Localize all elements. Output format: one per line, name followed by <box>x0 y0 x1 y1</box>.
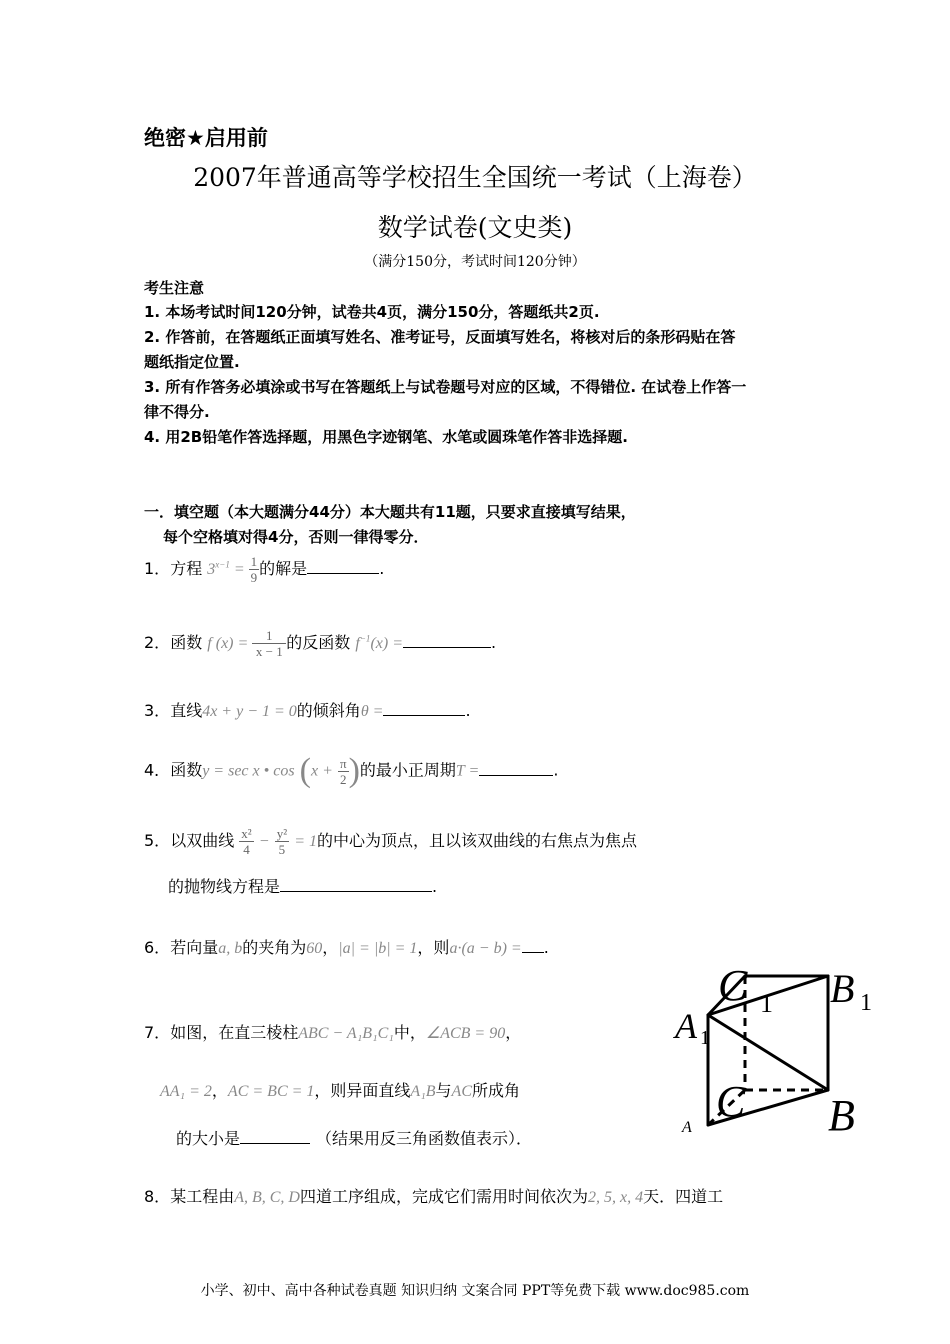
time-note: （满分150分，考试时间120分钟） <box>364 254 586 270</box>
section-heading-line2: 每个空格填对得4分，否则一律得零分． <box>163 528 429 546</box>
label-c1: C <box>718 961 748 1010</box>
question-5: 5．以双曲线 $\frac{\text{x²}}{4}$ − $\frac{\text{y²}}{5}$ = 1的中心为顶点，且以该双曲线的右焦点为焦点 <box>144 826 637 857</box>
question-1: 1．方程 $3^{x-1}$ = $\frac{1}{9}$ 的解是 . <box>144 554 385 585</box>
secret-label: 绝密★启用前 <box>144 126 268 150</box>
answer-blank <box>403 633 491 648</box>
answer-blank <box>383 701 465 716</box>
question-5-line2: 的抛物线方程是 . <box>168 877 438 896</box>
label-c1-sub: 1 <box>760 989 773 1018</box>
footer-text: 小学、初中、高中各种试卷真题 知识归纳 文案合同 PPT等免费下载 www.doc985.com <box>200 1283 750 1299</box>
exam-subtitle: 数学试卷(文史类) <box>377 213 573 242</box>
answer-blank <box>522 938 544 953</box>
label-b: B <box>828 1091 855 1140</box>
question-7: 7．如图，在直三棱柱ABC − A₁B₁C₁中，∠ACB = 90， <box>144 1023 522 1042</box>
exam-title: 2007年普通高等学校招生全国统一考试（上海卷） <box>193 163 757 192</box>
label-c: C <box>716 1077 746 1126</box>
answer-blank <box>307 559 379 574</box>
question-2: 2．函数 f (x) = $\frac{1}{x - 1}$ 的反函数 $f^{-1}(x)$ = . <box>144 628 497 659</box>
section-heading: 一．填空题（本大题满分44分）本大题共有11题，只要求直接填写结果， <box>144 503 636 521</box>
question-7-line2: AA₁ = 2，AC = BC = 1，则异面直线A₁B与AC所成角 <box>160 1081 521 1100</box>
notice-item: 律不得分. <box>144 403 210 421</box>
label-a1: A <box>675 1006 697 1046</box>
question-4: 4．函数y = sec x • cos (x + $\frac{\pi}{2}$ )的最小正周期T = . <box>144 752 559 789</box>
notice-item: 4. 用2B铅笔作答选择题，用黑色字迹钢笔、水笔或圆珠笔作答非选择题. <box>144 428 628 446</box>
notice-item: 题纸指定位置. <box>144 353 240 371</box>
q-number: 1． <box>144 559 171 578</box>
answer-blank <box>479 761 553 776</box>
label-a1-sub: 1 <box>700 1027 710 1049</box>
prism-figure <box>660 960 890 1140</box>
question-6: 6．若向量a, b的夹角为60，|a| = |b| = 1，则a·(a − b) = . <box>144 938 549 957</box>
notice-item: 2. 作答前，在答题纸正面填写姓名、准考证号，反面填写姓名，将核对后的条形码贴在答 <box>144 328 736 346</box>
answer-blank <box>280 877 432 892</box>
question-3: 3．直线4x + y − 1 = 0的倾斜角θ = . <box>144 701 471 720</box>
answer-blank <box>240 1129 310 1144</box>
label-a: A <box>682 1119 692 1136</box>
question-7-line3: 的大小是 （结果用反三角函数值表示）． <box>176 1129 533 1148</box>
label-b1: B <box>830 966 855 1011</box>
notice-heading: 考生注意 <box>144 279 205 297</box>
notice-item: 3. 所有作答务必填涂或书写在答题纸上与试卷题号对应的区域，不得错位. 在试卷上作答一 <box>144 378 747 396</box>
label-b1-sub: 1 <box>860 990 872 1016</box>
question-8: 8．某工程由A, B, C, D四道工序组成，完成它们需用时间依次为2, 5, x, 4天．四道工 <box>144 1187 724 1206</box>
notice-item: 1. 本场考试时间120分钟，试卷共4页，满分150分，答题纸共2页. <box>144 303 600 321</box>
